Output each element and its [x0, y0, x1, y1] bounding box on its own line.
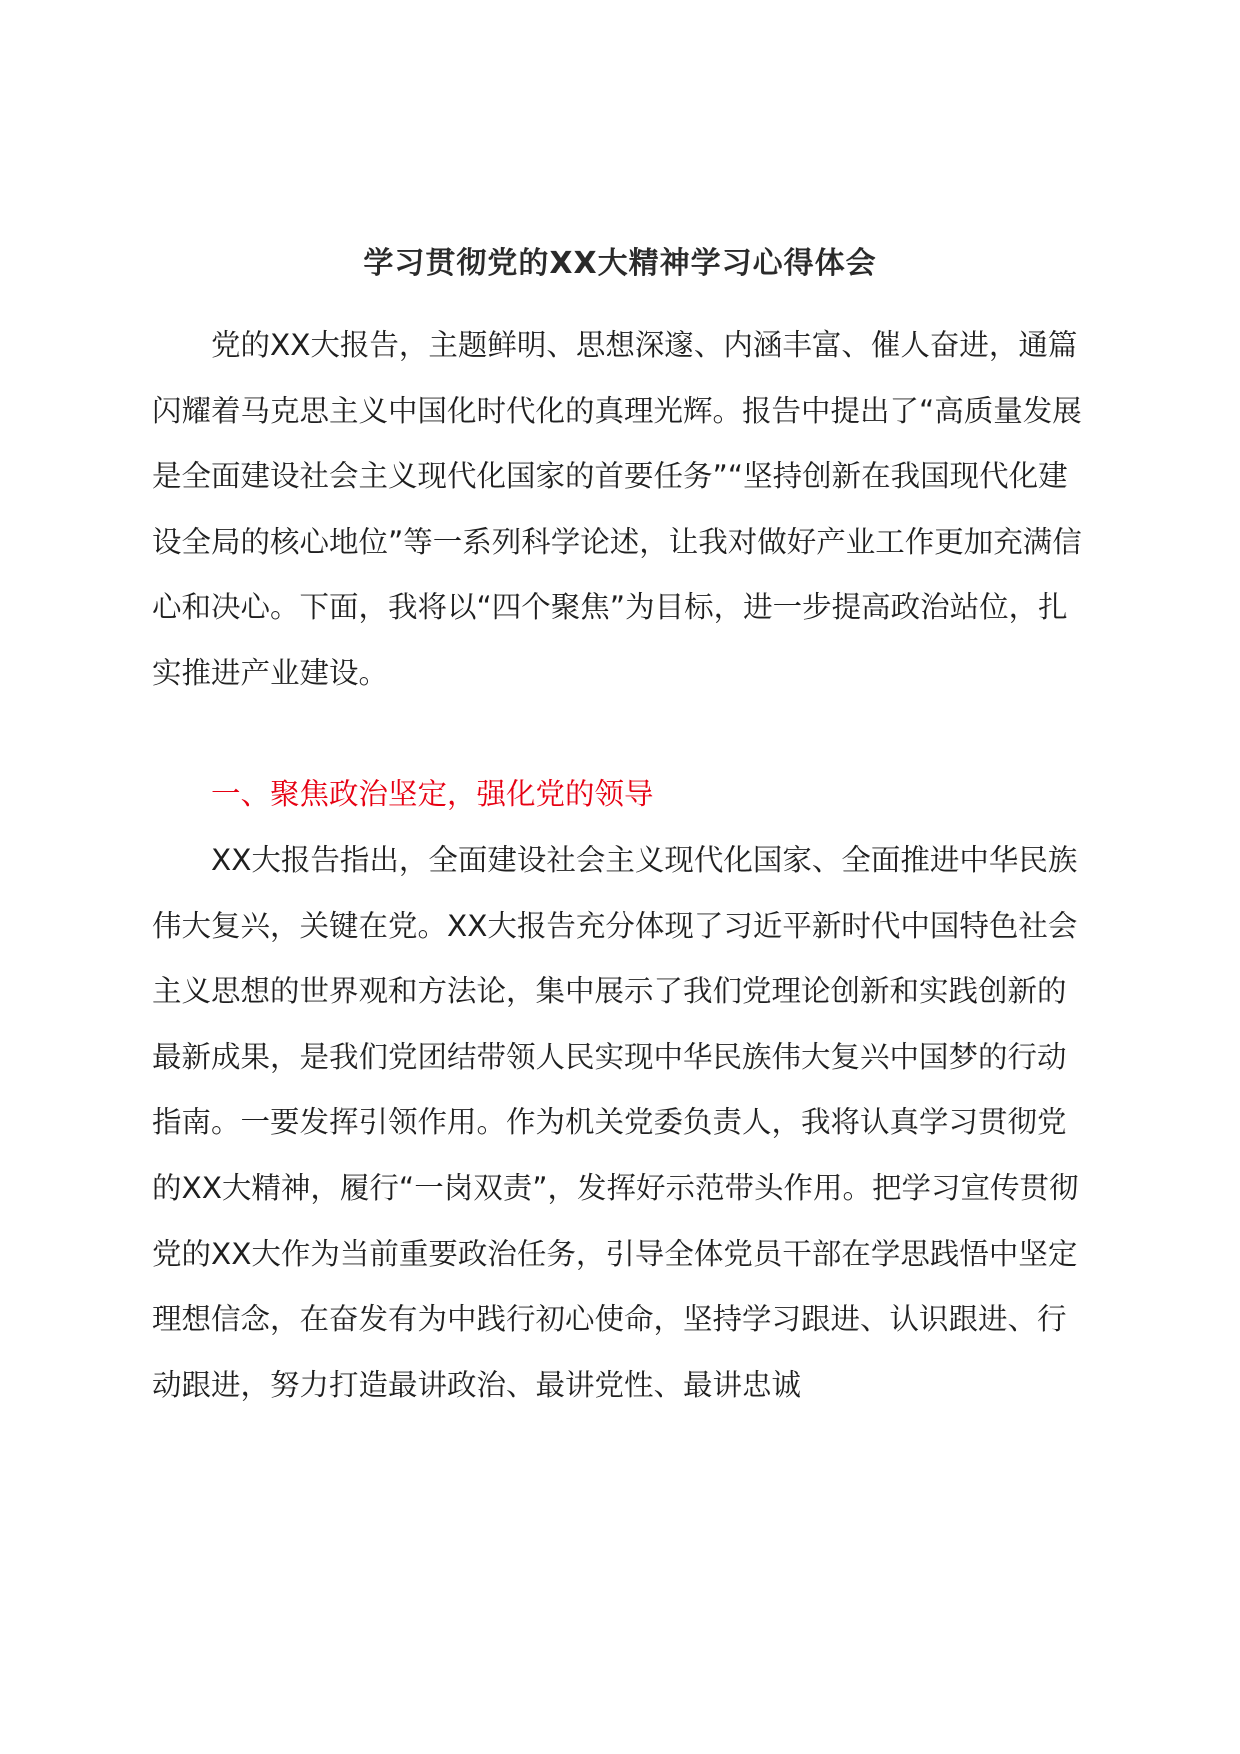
section-heading-1: 一、聚焦政治坚定，强化党的领导	[211, 777, 654, 811]
document-title: 学习贯彻党的XX大精神学习心得体会	[363, 246, 877, 281]
section-1-paragraph: XX大报告指出，全面建设社会主义现代化国家、全面推进中华民族伟大复兴，关键在党。XX大报告充分体现了习近平新时代中国特色社会主义思想的世界观和方法论，集中展示了我们党理论创新和实践创新的最新成果，是我们党团结带领人民实现中华民族伟大复兴中国梦的行动指南。一要发挥引领作用。作为机关党委负责人，我将认真学习贯彻党的XX大精神，履行“一岗双责”，发挥好示范带头作用。把学习宣传贯彻党的XX大作为当前重要政治任务，引导全体党员干部在学思践悟中坚定理想信念，在奋发有为中践行初心使命，坚持学习跟进、认识跟进、行动跟进，努力打造最讲政治、最讲党性、最讲忠诚	[152, 843, 1079, 1402]
intro-paragraph: 党的XX大报告，主题鲜明、思想深邃、内涵丰富、催人奋进，通篇闪耀着马克思主义中国化时代化的真理光辉。报告中提出了“高质量发展是全面建设社会主义现代化国家的首要任务”“坚持创新在我国现代化建设全局的核心地位”等一系列科学论述，让我对做好产业工作更加充满信心和决心。下面，我将以“四个聚焦”为目标，进一步提高政治站位，扎实推进产业建设。	[152, 328, 1082, 690]
